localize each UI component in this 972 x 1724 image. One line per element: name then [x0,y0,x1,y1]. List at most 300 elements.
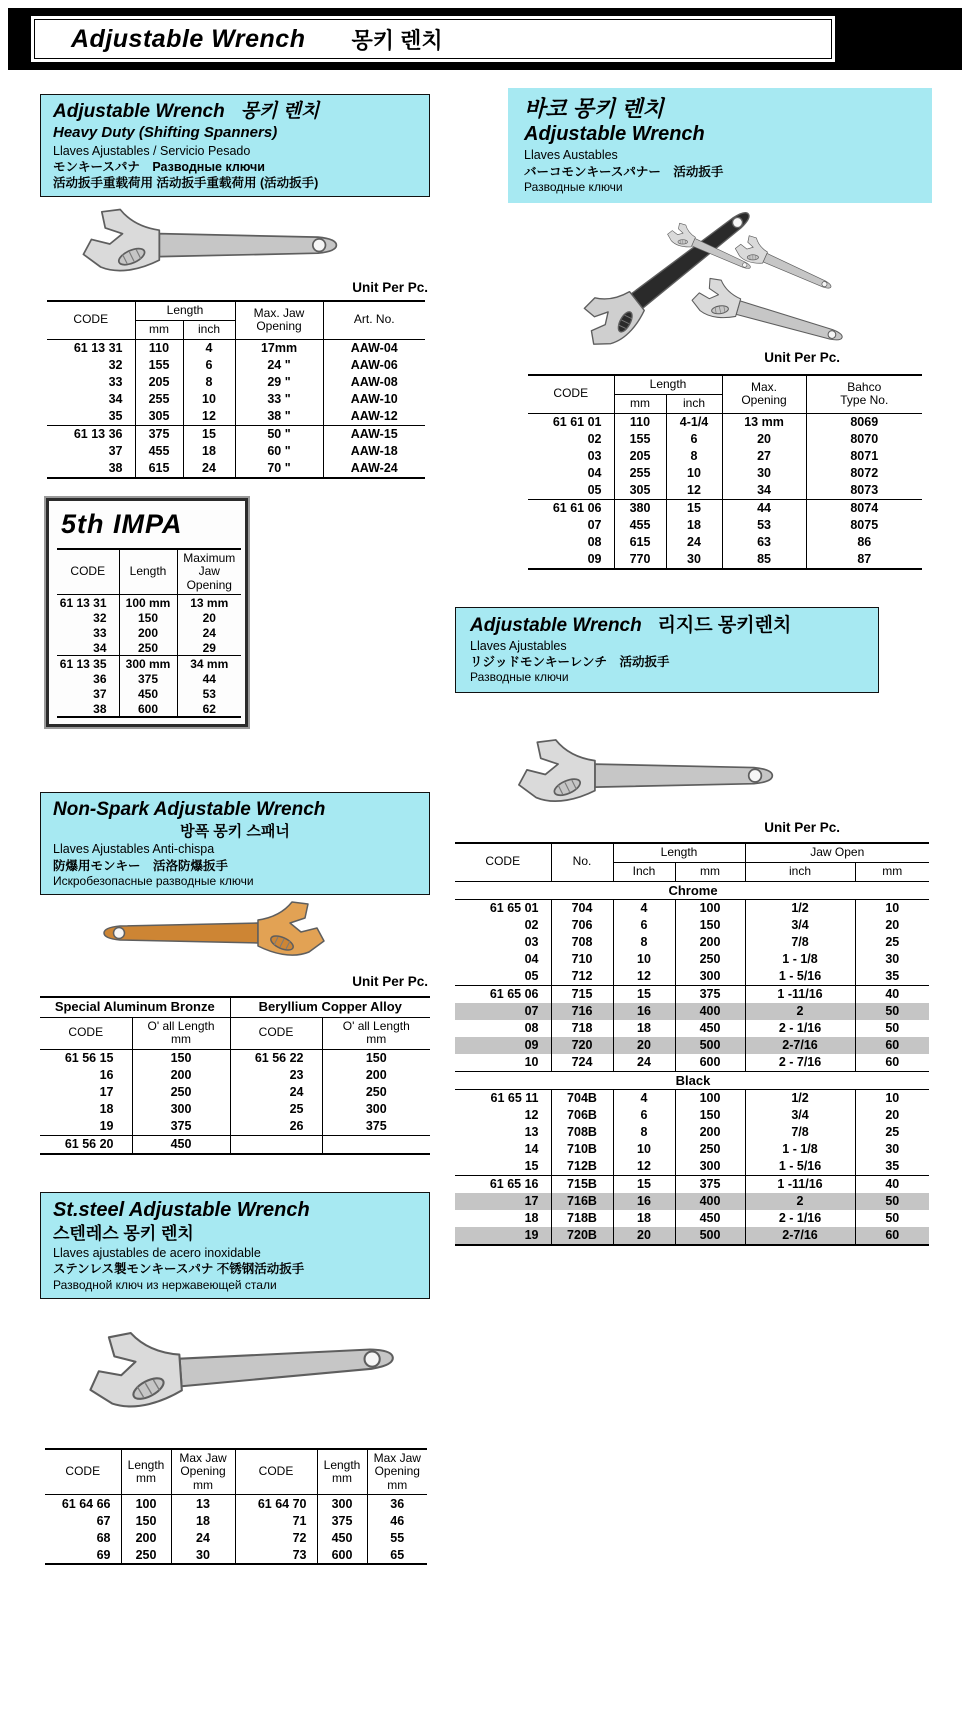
table-row [455,1158,929,1176]
nonspark-table-header [40,997,430,1049]
table-cell: 200 [121,1529,171,1546]
table-cell: 155 [614,431,666,448]
impa-table [57,548,241,718]
table-cell: 10 [666,465,722,482]
table-cell: 255 [614,465,666,482]
table-cell: 12 [666,482,722,500]
table-cell: 32 [93,610,107,625]
table-row [40,1118,430,1136]
col-mm: mm [614,394,666,413]
table-cell: 24 " [235,357,323,374]
col-length: Length [613,843,745,862]
col-max-jaw-opening: Max Jaw Opening mm [171,1449,235,1495]
table-cell: 15 [613,1175,675,1193]
table-cell: 200 [675,1124,745,1141]
table-row [528,499,922,517]
table-cell: 33 [93,625,107,640]
table-cell: 1 -11/16 [745,985,855,1003]
bahco-header [508,88,932,203]
table-cell: 4-1/4 [666,413,722,431]
ststeel-header [40,1192,430,1299]
table-cell: 455 [614,517,666,534]
table-cell: 38 " [235,408,323,426]
table-cell: 12 [613,1158,675,1176]
table-cell: 2-7/16 [745,1227,855,1245]
table-cell: 24 [666,534,722,551]
table-cell: 61 65 16 [455,1175,551,1193]
table-cell: AAW-08 [323,374,425,391]
table-cell: 375 [119,671,177,686]
col-bahco-type-no: Bahco Type No. [806,375,922,413]
table-row [40,1135,430,1154]
table-cell: 50 " [235,425,323,443]
page-title-kr: 몽키 렌치 [351,27,443,53]
col-length: Length mm [317,1449,367,1495]
heavy-duty-line-cn: 活动扳手重载荷用 活动扳手重载荷用 (活动扳手) [53,176,319,190]
table-cell: 30 [666,551,722,569]
table-cell: 255 [135,391,183,408]
table-cell: 710 [551,951,613,968]
table-cell: 03 [524,935,539,950]
table-cell: 375 [675,1175,745,1193]
table-cell: 12 [613,968,675,986]
table-cell: 38 [93,701,107,716]
table-cell: 30 [171,1546,235,1564]
table-cell: 38 [108,461,123,476]
table-cell: 200 [675,934,745,951]
table-row [45,1512,427,1529]
table-row [528,551,922,569]
table-row [455,1210,929,1227]
table-cell: 718 [551,1020,613,1037]
table-cell: 25 [230,1101,322,1118]
nonspark-title: Non-Spark Adjustable Wrench [53,799,326,820]
col-mm: mm [135,320,183,339]
col-length: Length [614,375,722,394]
table-cell [322,1135,430,1154]
table-cell: 2-7/16 [745,1037,855,1054]
table-cell: 29 " [235,374,323,391]
table-cell: 2 [745,1193,855,1210]
table-cell: 35 [108,409,123,424]
table-cell: 455 [135,443,183,460]
table-cell: 18 [171,1512,235,1529]
table-cell: 32 [108,358,123,373]
table-cell: 375 [132,1118,230,1136]
table-cell: 8 [666,448,722,465]
table-cell: 13 mm [177,595,241,611]
table-cell: 30 [855,951,929,968]
page-title-en: Adjustable Wrench [71,24,306,53]
table-cell: 18 [613,1020,675,1037]
table-cell: 205 [614,448,666,465]
table-cell: 16 [613,1003,675,1020]
table-cell: 205 [135,374,183,391]
table-cell: 15 [613,985,675,1003]
finish-section-row [455,881,929,899]
finish-section-title: Black [455,1071,929,1089]
table-cell: 67 [96,1513,111,1528]
bahco-wrench-set-illustration [520,210,920,345]
table-cell: 33 [108,375,123,390]
table-cell: 61 13 31 [59,595,107,610]
table-cell: 708 [551,934,613,951]
table-cell: 100 mm [119,595,177,611]
table-cell: 600 [675,1054,745,1072]
table-cell: 300 [132,1101,230,1118]
table-cell: 150 [675,1107,745,1124]
table-cell: 05 [587,483,602,498]
table-cell: 8 [613,934,675,951]
heavy-duty-table [47,300,425,479]
table-cell: 02 [524,918,539,933]
table-cell: 15 [183,425,235,443]
bahco-line-es: Llaves Austables [524,148,618,163]
table-cell: 61 13 36 [47,425,135,443]
table-cell: 50 [855,1003,929,1020]
table-cell: AAW-18 [323,443,425,460]
table-row [455,899,929,917]
table-cell: 19 [455,1227,551,1245]
table-cell: 37 [108,444,123,459]
table-cell: 08 [587,535,602,550]
table-cell: 375 [675,985,745,1003]
col-code: CODE [45,1449,121,1495]
col-oall-length: O' all Length mm [322,1017,430,1049]
col-no: No. [551,843,613,881]
table-cell: 6 [666,431,722,448]
table-cell: 09 [587,552,602,567]
table-cell: 04 [524,952,539,967]
col-inch: inch [183,320,235,339]
heavy-duty-wrench-illustration [28,198,378,290]
table-cell: 375 [135,425,183,443]
heavy-duty-table-header [47,301,425,339]
table-cell: 3/4 [745,1107,855,1124]
table-cell: 61 61 06 [528,499,614,517]
col-inch: inch [666,394,722,413]
table-cell: 712B [551,1158,613,1176]
table-cell: AAW-12 [323,408,425,426]
table-cell: 718B [551,1210,613,1227]
table-row [47,460,425,478]
finish-section-row [455,1071,929,1089]
table-cell: 60 [855,1227,929,1245]
table-row [455,1141,929,1158]
table-row [57,640,241,656]
table-cell: 04 [587,466,602,481]
table-cell: 375 [317,1512,367,1529]
table-cell: 61 65 11 [490,1091,539,1106]
table-cell: 2 - 7/16 [745,1054,855,1072]
nonspark-header [40,792,430,895]
table-row [455,934,929,951]
table-row [47,425,425,443]
table-cell: 1 - 5/16 [745,968,855,986]
table-cell: 250 [675,951,745,968]
table-row [57,671,241,686]
table-cell: 8074 [806,499,922,517]
table-row [528,517,922,534]
table-row [47,374,425,391]
col-inch: Inch [613,862,675,881]
table-cell: 50 [855,1193,929,1210]
table-cell: 40 [855,1175,929,1193]
col-art-no: Art. No. [323,301,425,339]
table-cell: 6 [183,357,235,374]
ststeel-table [45,1448,427,1565]
table-cell: 02 [587,432,602,447]
table-cell: 380 [614,499,666,517]
nonspark-line-es: Llaves Ajustables Anti-chispa [53,842,215,857]
table-row [455,1037,929,1054]
table-row [57,625,241,640]
table-row [455,1193,929,1210]
table-cell: 770 [614,551,666,569]
table-cell: 60 [855,1037,929,1054]
rigid-line-jp: リジッドモンキーレンチ 活动扳手 [470,655,670,669]
table-row [455,968,929,986]
bahco-line-jp: バーコモンキースパナー 活动扳手 [524,164,724,179]
table-cell [230,1135,322,1154]
table-cell: 44 [722,499,806,517]
table-cell: 12 [183,408,235,426]
impa-title: 5th IMPA [61,509,183,539]
table-row [528,448,922,465]
table-cell: 8 [183,374,235,391]
table-row [455,1003,929,1020]
table-cell: 500 [675,1227,745,1245]
bahco-title-kr: 바코 몽키 렌치 [524,96,664,121]
table-row [40,1101,430,1118]
table-cell: 8075 [806,517,922,534]
unit-per-pc-label: Unit Per Pc. [352,280,428,295]
rigid-line-ru: Разводные ключи [470,670,569,685]
table-cell: 1/2 [745,899,855,917]
table-cell: 61 13 31 [73,341,123,356]
table-cell: 450 [132,1135,230,1154]
heavy-duty-line-jp-ru: モンキースパナ Разводные ключи [53,159,265,174]
table-cell: 375 [322,1118,430,1136]
table-cell: 8070 [806,431,922,448]
table-cell: 706 [551,917,613,934]
impa-plate [46,498,248,727]
table-cell: 68 [96,1530,111,1545]
table-cell: 1 - 1/8 [745,951,855,968]
table-cell: 73 [235,1546,317,1564]
table-row [47,391,425,408]
unit-per-pc-label: Unit Per Pc. [764,820,840,835]
table-cell: 37 [93,686,107,701]
table-row [455,1089,929,1107]
col-code: CODE [47,301,135,339]
nonspark-table [40,996,430,1155]
col-code: CODE [455,843,551,881]
table-cell: 706B [551,1107,613,1124]
table-row [57,686,241,701]
ststeel-line-es: Llaves ajustables de acero inoxidable [53,1246,261,1261]
table-cell: 24 [177,625,241,640]
table-cell: AAW-15 [323,425,425,443]
table-cell: 40 [855,985,929,1003]
table-cell: 20 [177,610,241,625]
col-code: CODE [230,1017,322,1049]
table-cell: 10 [524,1055,539,1070]
table-cell: 110 [614,413,666,431]
table-cell: 500 [675,1037,745,1054]
table-cell: 18 [613,1210,675,1227]
table-cell: 6 [613,1107,675,1124]
table-cell: 25 [855,934,929,951]
ststeel-wrench-illustration [40,1300,410,1436]
col-mm: mm [675,862,745,881]
table-cell: 7/8 [745,934,855,951]
table-cell: 35 [855,1158,929,1176]
rigid-table-header [455,843,929,881]
unit-per-pc-label: Unit Per Pc. [352,974,428,989]
table-cell: 150 [675,917,745,934]
col-jaw-inch: inch [745,862,855,881]
table-cell: 03 [587,449,602,464]
table-cell: 63 [722,534,806,551]
col-length: Length [119,549,177,595]
col-oall-length: O' all Length mm [132,1017,230,1049]
table-cell: 712 [551,968,613,986]
table-cell: 250 [322,1084,430,1101]
col-max-opening: Max. Opening [722,375,806,413]
table-cell: 18 [666,517,722,534]
table-cell: 34 mm [177,656,241,672]
table-cell: 7/8 [745,1124,855,1141]
table-cell: 17 [455,1193,551,1210]
table-cell: 20 [722,431,806,448]
table-cell: 61 61 01 [552,415,602,430]
table-row [455,985,929,1003]
table-cell: 50 [855,1210,929,1227]
table-row [47,357,425,374]
finish-section-title: Chrome [455,881,929,899]
table-cell: AAW-24 [323,460,425,478]
table-row [57,656,241,672]
table-cell: 12 [524,1108,539,1123]
table-cell: 300 [675,968,745,986]
table-cell: 17 [99,1085,114,1100]
table-cell: 18 [99,1102,114,1117]
col-beryllium-copper: Beryllium Copper Alloy [230,997,430,1017]
bahco-line-ru: Разводные ключи [524,179,623,194]
ststeel-line-ru: Разводной ключ из нержавеющей стали [53,1277,277,1292]
table-cell: 1/2 [745,1089,855,1107]
table-row [455,951,929,968]
table-cell: 155 [135,357,183,374]
table-cell: 2 - 1/16 [745,1210,855,1227]
table-cell: 10 [183,391,235,408]
table-cell: 27 [722,448,806,465]
table-row [45,1529,427,1546]
table-cell: 55 [367,1529,427,1546]
table-row [45,1546,427,1564]
col-code: CODE [40,1017,132,1049]
table-cell: 34 [108,392,123,407]
table-cell: 86 [806,534,922,551]
table-cell: 24 [171,1529,235,1546]
table-cell: 18 [524,1211,539,1226]
table-cell: 30 [855,1141,929,1158]
heavy-duty-line-es: Llaves Ajustables / Servicio Pesado [53,143,251,158]
table-row [455,1175,929,1193]
table-cell: 15 [524,1159,539,1174]
table-cell: 615 [135,460,183,478]
table-cell: 07 [455,1003,551,1020]
table-row [455,1107,929,1124]
table-cell: 450 [119,686,177,701]
table-cell: 710B [551,1141,613,1158]
table-cell: 305 [135,408,183,426]
table-cell: 65 [367,1546,427,1564]
table-cell: 110 [135,339,183,357]
table-cell: 200 [322,1067,430,1084]
table-cell: 704B [551,1089,613,1107]
table-cell: 61 56 20 [40,1135,132,1154]
table-cell: 1 - 1/8 [745,1141,855,1158]
nonspark-line-jp: 防爆用モンキー 活洛防爆扳手 [53,858,229,873]
table-cell: 450 [675,1210,745,1227]
table-cell: 450 [675,1020,745,1037]
table-cell: 61 13 35 [57,656,119,672]
rigid-line-es: Llaves Ajustables [470,638,567,653]
table-cell: 36 [367,1495,427,1513]
table-cell: 53 [722,517,806,534]
table-cell: 704 [551,899,613,917]
table-cell: 400 [675,1193,745,1210]
table-cell: 61 64 66 [61,1496,111,1511]
table-cell: 200 [132,1067,230,1084]
col-aluminum-bronze: Special Aluminum Bronze [40,997,230,1017]
table-cell: 24 [183,460,235,478]
table-cell: 400 [675,1003,745,1020]
col-code: CODE [235,1449,317,1495]
col-length: Length mm [121,1449,171,1495]
table-cell: 87 [806,551,922,569]
page-title [34,19,832,59]
bahco-title-en: Adjustable Wrench [524,123,705,146]
col-code: CODE [57,549,119,595]
table-cell: 1 -11/16 [745,1175,855,1193]
table-cell: 20 [855,1107,929,1124]
col-length: Length [135,301,235,320]
table-cell: AAW-04 [323,339,425,357]
table-cell: 150 [322,1049,430,1067]
table-cell: 17mm [235,339,323,357]
table-cell: 1 - 5/16 [745,1158,855,1176]
table-cell: 16 [99,1068,114,1083]
table-cell: 61 56 15 [64,1051,114,1066]
table-cell: 15 [666,499,722,517]
table-cell: 24 [230,1084,322,1101]
table-cell: 600 [119,701,177,717]
table-cell: 46 [367,1512,427,1529]
table-row [40,1067,430,1084]
table-cell: 29 [177,640,241,656]
table-row [57,595,241,611]
unit-per-pc-label: Unit Per Pc. [764,350,840,365]
table-cell: 61 56 22 [230,1049,322,1067]
table-cell: 150 [132,1049,230,1067]
table-cell: AAW-06 [323,357,425,374]
table-cell: 100 [675,1089,745,1107]
table-cell: 715B [551,1175,613,1193]
table-cell: 615 [614,534,666,551]
